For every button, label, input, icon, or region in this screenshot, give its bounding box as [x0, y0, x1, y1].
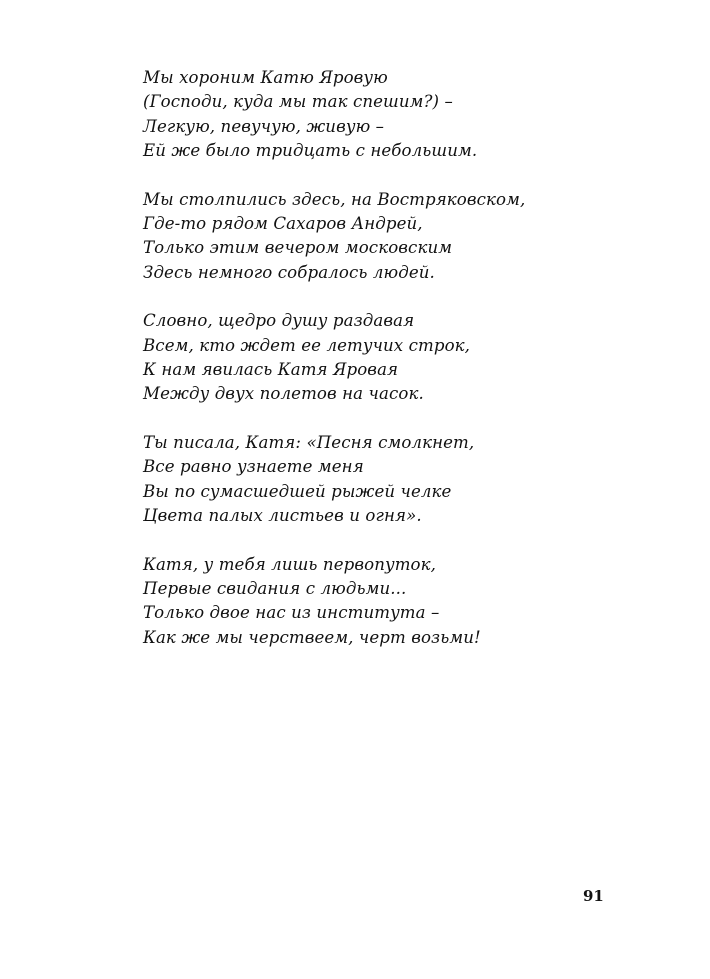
page-number: 91: [583, 887, 604, 905]
poem-line: Словно, щедро душу раздавая: [143, 311, 415, 331]
poem-line: Легкую, певучую, живую –: [143, 116, 385, 136]
poem-line: Катя, у тебя лишь первопуток,: [143, 554, 437, 574]
poem-line: Только этим вечером московским: [143, 238, 453, 258]
stanza-2: [143, 188, 663, 285]
poem-line: К нам явилась Катя Яровая: [143, 359, 399, 379]
poem-line: Первые свидания с людьми...: [143, 579, 407, 599]
poem-line: Ей же было тридцать с небольшим.: [143, 140, 478, 160]
stanza-3: [143, 309, 663, 406]
poem-line: Цвета палых листьев и огня».: [143, 505, 422, 525]
poem-line: Все равно узнаете меня: [143, 457, 364, 477]
poem-line: Мы хороним Катю Яровую: [143, 68, 388, 87]
poem-line: Где-то рядом Сахаров Андрей,: [143, 213, 423, 233]
stanza-4: [143, 431, 663, 528]
stanza-1: [143, 66, 663, 163]
poem-line: Всем, кто ждет ее летучих строк,: [143, 335, 471, 355]
poem-line: Как же мы черствеем, черт возьми!: [143, 627, 481, 647]
poem-body: [143, 66, 663, 674]
poem-line: Мы столпились здесь, на Востряковском,: [143, 189, 526, 209]
poem-line: Ты писала, Катя: «Песня смолкнет,: [143, 433, 475, 453]
poem-line: Вы по сумасшедшей рыжей челке: [143, 481, 452, 501]
poem-line: Между двух полетов на часок.: [143, 384, 424, 404]
poem-line: (Господи, куда мы так спешим?) –: [143, 92, 453, 112]
poem-line: Здесь немного собралось людей.: [143, 262, 435, 282]
stanza-5: [143, 553, 663, 650]
poem-line: Только двое нас из института –: [143, 603, 440, 623]
